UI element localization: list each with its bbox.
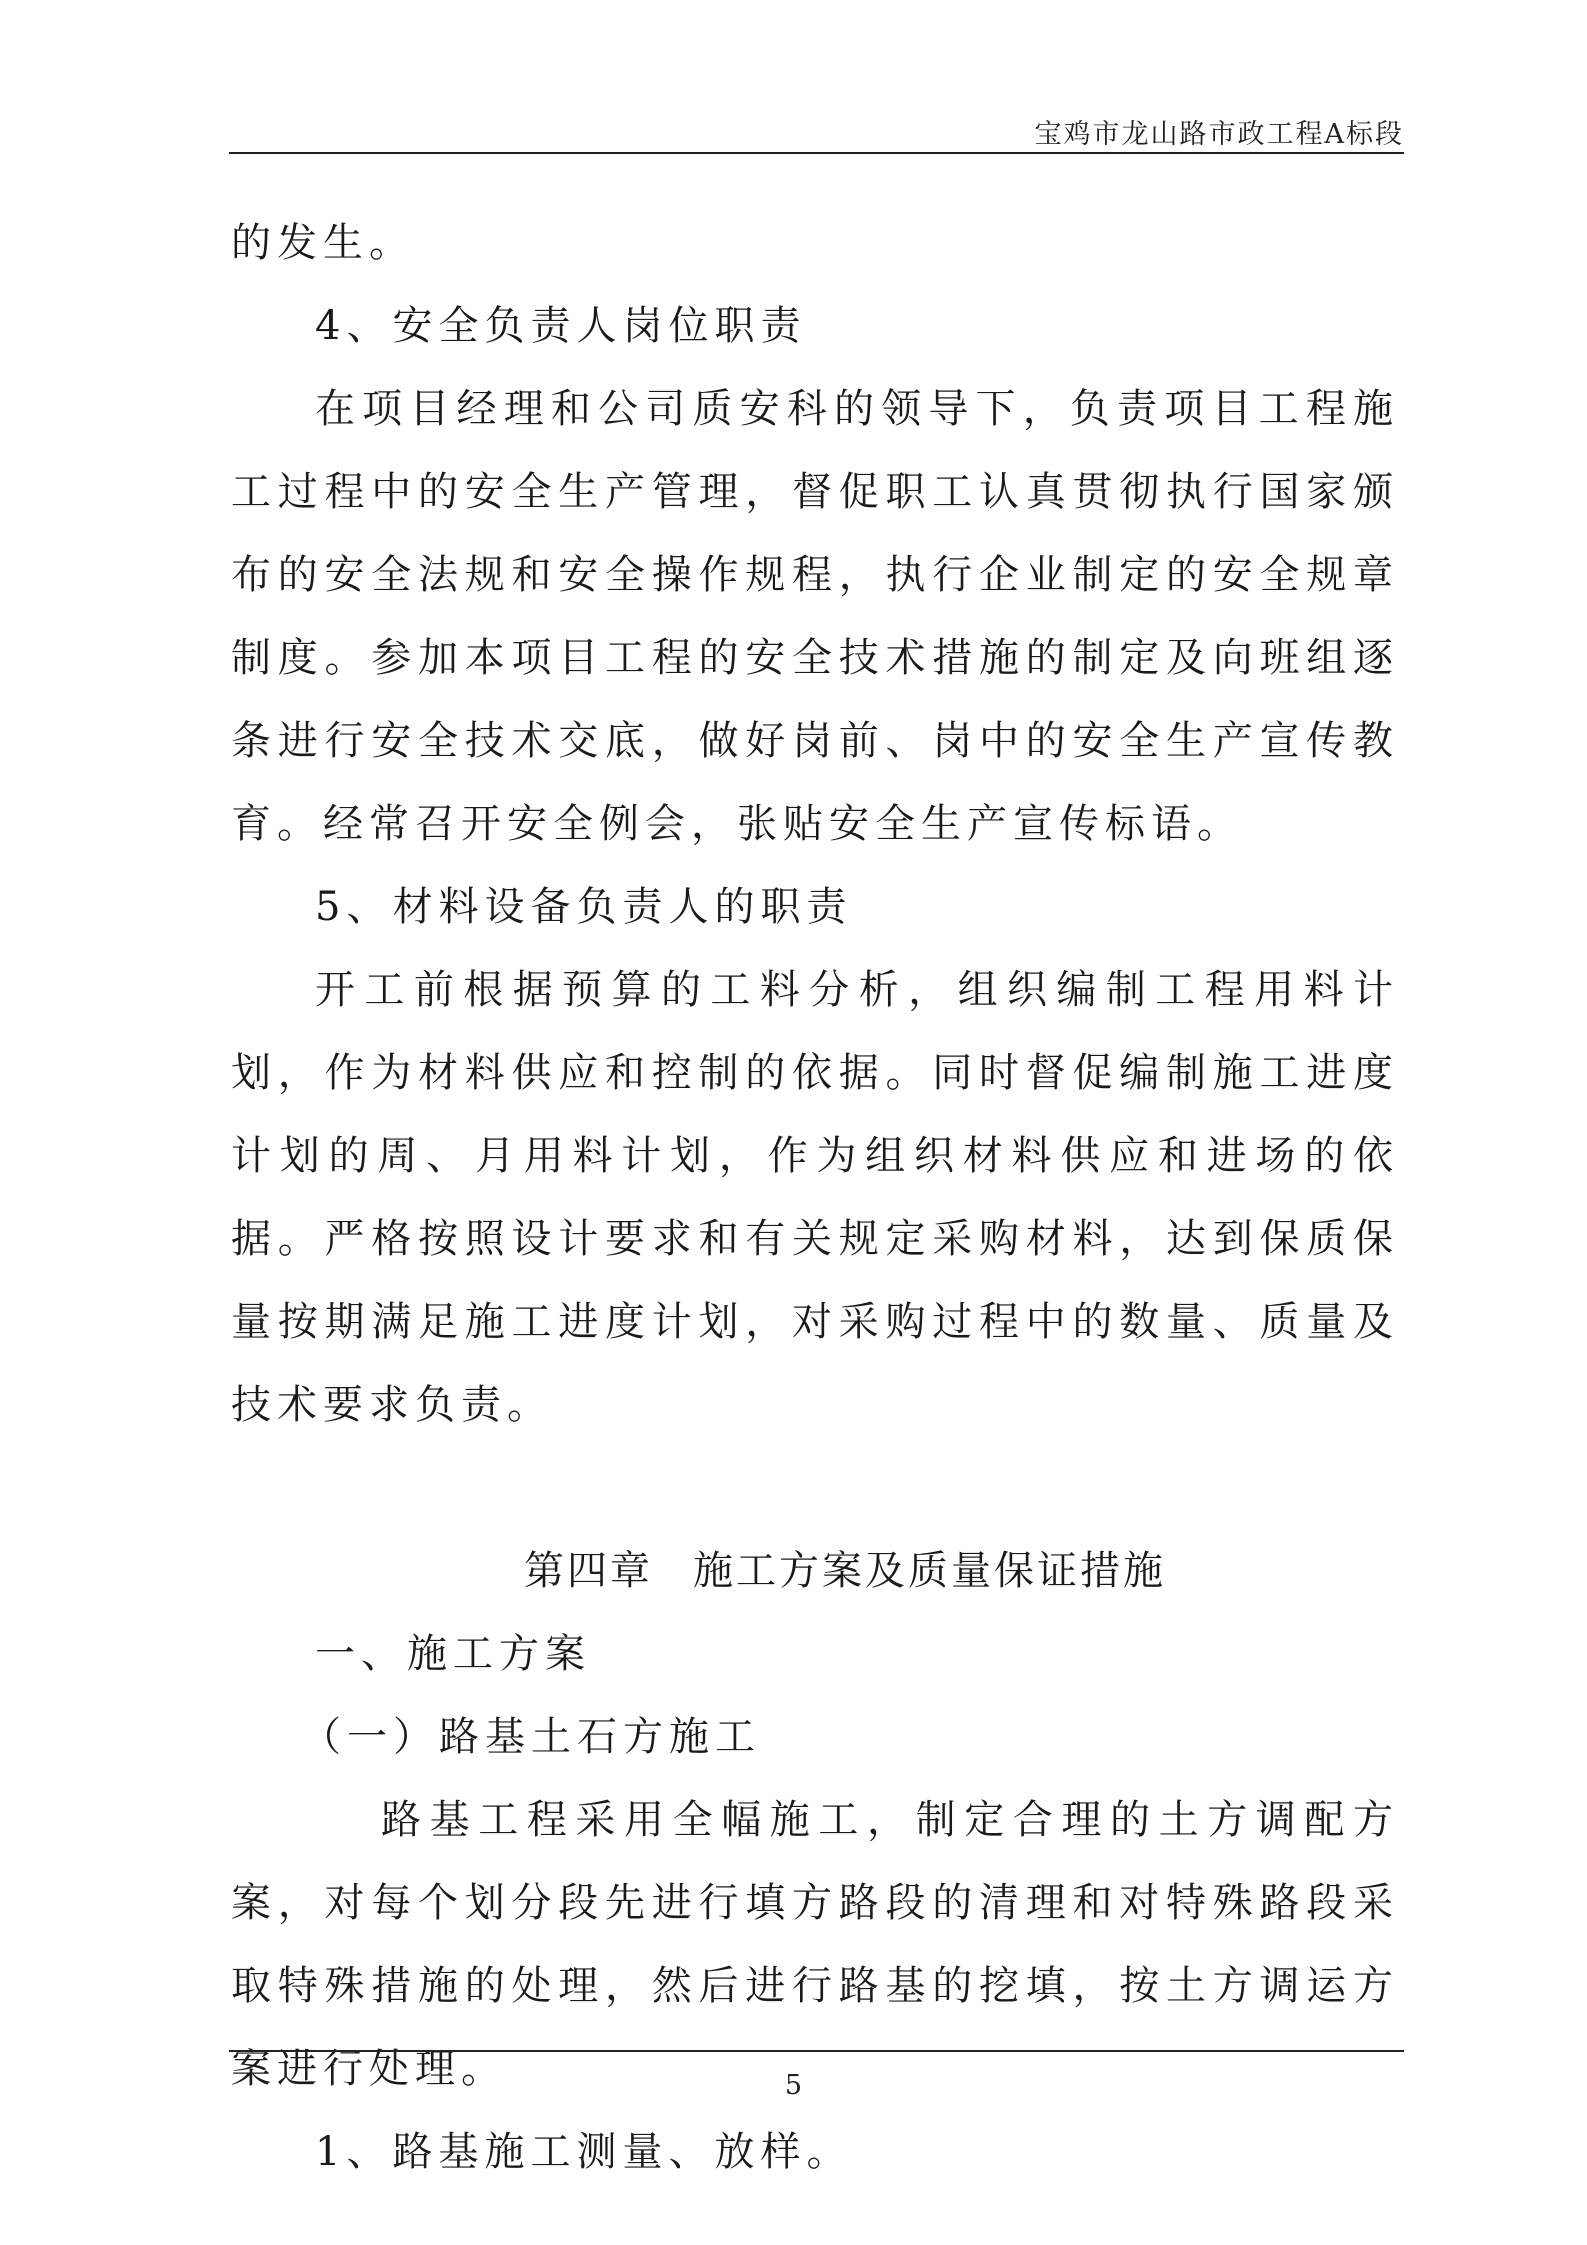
- list-item-1: 1、路基施工测量、放样。: [315, 2129, 853, 2175]
- page-number: 5: [784, 2070, 803, 2101]
- running-header: 宝鸡市龙山路市政工程A标段: [1034, 119, 1404, 150]
- header-divider: [229, 152, 1404, 154]
- paragraph-safety-officer: 在项目经理和公司质安科的领导下，负责项目工程施工过程中的安全生产管理，督促职工认真贯彻执行国家颁布的安全法规和安全操作规程，执行企业制定的安全规章制度。参加本项目工程的安全技术措施的制定及向班组逐条进行安全技术交底，做好岗前、岗中的安全生产宣传教育。经常召开安全例会，张贴安全生产宣传标语。: [231, 386, 1399, 847]
- chapter-title: 施工方案及质量保证措施: [693, 1548, 1166, 1594]
- paragraph-continuation: 的发生。: [231, 220, 415, 266]
- document-body: [231, 202, 1399, 2194]
- footer-divider: [229, 2050, 1404, 2052]
- subsection-heading: （一）路基土石方施工: [301, 1714, 761, 1760]
- heading-materials-officer: 5、材料设备负责人的职责: [315, 884, 853, 930]
- paragraph-roadbed: 路基工程采用全幅施工，制定合理的土方调配方案，对每个划分段先进行填方路段的清理和对特殊路段采取特殊措施的处理，然后进行路基的挖填，按土方调运方案进行处理。: [231, 1797, 1399, 2092]
- chapter-heading: [231, 1447, 1399, 1613]
- paragraph-materials-officer: 开工前根据预算的工料分析，组织编制工程用料计划，作为材料供应和控制的依据。同时督促编制施工进度计划的周、月用料计划，作为组织材料供应和进场的依据。严格按照设计要求和有关规定采购材料，达到保质保量按期满足施工进度计划，对采购过程中的数量、质量及技术要求负责。: [231, 967, 1399, 1428]
- heading-safety-officer: 4、安全负责人岗位职责: [315, 303, 807, 349]
- section-heading: 一、施工方案: [315, 1631, 591, 1677]
- chapter-number: 第四章: [524, 1548, 653, 1594]
